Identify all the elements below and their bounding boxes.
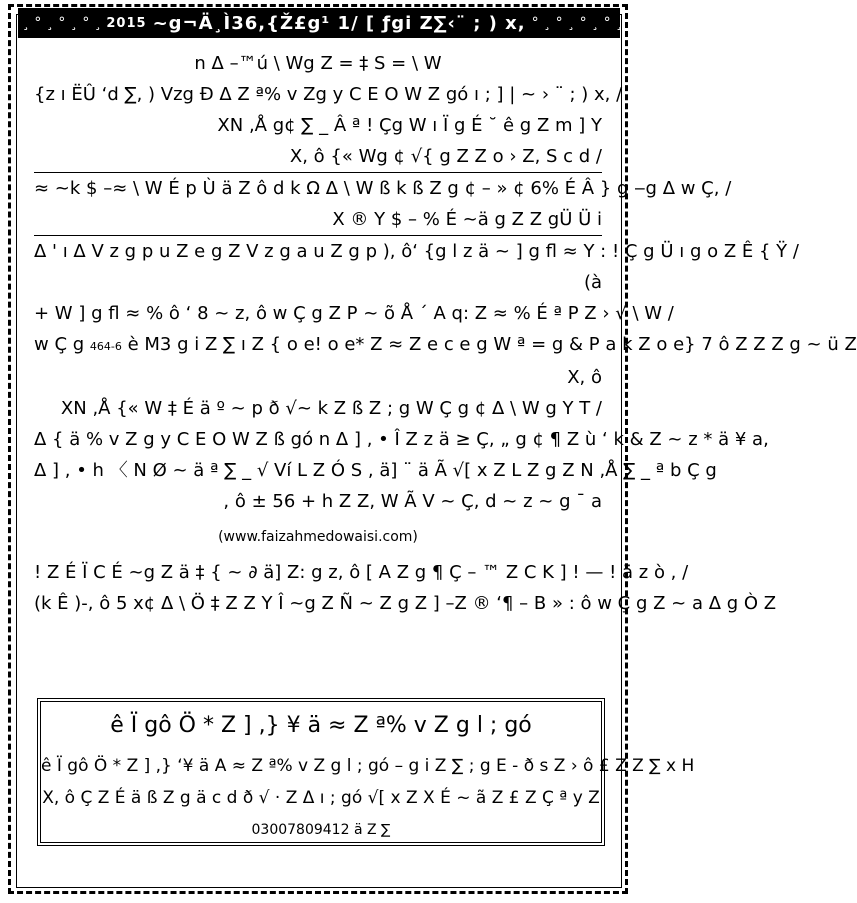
text-line: {z ı ËÛ ‘d ∑, ) Vzg Ð Δ Z ª% v Zg y C E O W Z gó ı ; ] | ~ › ¨ ; ) x, / [34, 84, 623, 105]
contact-phone [41, 814, 601, 846]
text-fragment: w Ç g [34, 334, 85, 355]
website-link[interactable]: (www.faizahmedowaisi.com) [218, 529, 418, 545]
text-fragment: è M3 g i Z ∑ ı Z { o e! o e* Z ≈ Z e c e g W ª = g & P a k Z o e} 7 ô Z Z Z g ~ ü Z [127, 334, 857, 355]
text-line: X, ô [567, 367, 602, 388]
article-body [34, 48, 857, 619]
header-dots-left: °¸°¸°¸°¸ [10, 15, 107, 31]
text-line: X, ô {« Wg ¢ √{ g Z Z o › Z, S c d / [34, 141, 602, 173]
text-line: X ® Y $ – % É ~ä g Z Z gÜ Ü i [34, 204, 602, 236]
text-line: Δ ] , • h 〈 N Ø ~ ä ª ∑ _ √ Ví L Z Ó S , ä] ¨ ä Ã √[ x Z L Z g Z N ,Å ∑ _ ª b Ç g [34, 460, 717, 481]
text-line: (à [583, 272, 602, 293]
phone-suffix: ä Z ∑ [353, 822, 391, 838]
contact-box-title: ê Ï gô Ö * Z ] ,} ¥ ä ≈ Z ª% v Z g l ; gó [110, 713, 532, 738]
text-line: Δ ' ı Δ V z g p u Z e g Z V z g a u Z g p ), ô‘ {g l z ä ~ ] g fl ≈ Y : ! Ç g Ü ı g o Z Ê { Ÿ / [34, 241, 799, 262]
text-line: (k Ê )-, ô 5 x¢ Δ \ Ö ‡ Z Z Y Î ~g Z Ñ ~ Z g Z ] –Z ® ‘¶ – B » : ô w Ç g Z ~ a Δ g Ò Z [34, 593, 777, 614]
text-line: XN ,Å g¢ ∑ _ Â ª ! Çg W ı Ï g É ˘ ê g Z m ] Y [217, 115, 602, 136]
contact-box [37, 698, 695, 846]
header-dots-right: °¸°¸°¸°¸ [531, 15, 628, 31]
header-banner [10, 8, 628, 38]
header-year: 2015 [106, 15, 147, 31]
text-line: XN ,Å {« W ‡ É ä º ~ p ð √~ k Z ß Z ; g W Ç g ¢ Δ \ W g Y T / [60, 398, 602, 419]
contact-box-line: ê Ï gô Ö * Z ] ,} ‘¥ ä A ≈ Z ª% v Z g l ; gó – g i Z ∑ ; g E - ð s Z › ô £ Z Z ∑ x H [41, 756, 695, 776]
article-heading: n Δ –™ú \ Wg Z = ‡ S = \ W [194, 53, 442, 74]
reference-number: 464-6 [89, 340, 122, 353]
text-line: ! Z É Ï C É ~g Z ä ‡ { ~ ∂ ä] Z: g z, ô [ A Z g ¶ Ç – ™ Z C K ] ! — ! ä z ò , / [34, 562, 689, 583]
text-line: Δ { ä % v Z g y C E O W Z ß gó n Δ ] , • Î Z z ä ≥ Ç, „ g ¢ ¶ Z ù ‘ k & Z ~ z * ä ¥ a, [34, 429, 769, 450]
contact-box-line: X, ô Ç Z É ä ß Z g ä c d ð √ · Z Δ ı ; gó √[ x Z X É ~ ã Z £ Z Ç ª y Z [42, 788, 600, 808]
text-line: + W ] g fl ≈ % ô ‘ 8 ~ z, ô w Ç g Z P ~ õ Å ´ A q: Z ≈ % É ª P Z › √ \ W / [34, 303, 674, 324]
header-title: ~g¬Ä¸Ì36,{Ž£g¹ 1/ [ ƒgi Z∑‹¨ ; ) x, [152, 12, 526, 34]
text-line: ≈ ~k $ –≈ \ W É p Ù ä Z ô d k Ω Δ \ W ß k ß Z g ¢ – » ¢ 6% É Â } g ‒g Δ w Ç, / [34, 178, 732, 199]
text-line: , ô ± 56 + h Z Z, W Ã V ~ Ç, d ~ z ~ g ¯ a [223, 491, 602, 512]
text-line-with-reference [34, 329, 857, 362]
phone-number: 03007809412 [251, 822, 350, 838]
